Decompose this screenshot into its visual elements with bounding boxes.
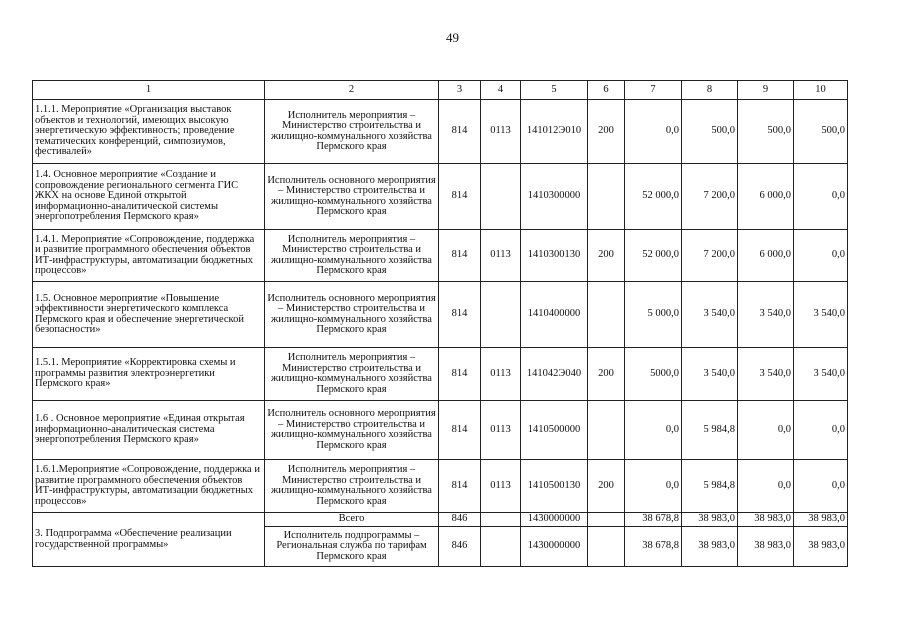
expense-type-cell: 200 (588, 348, 625, 401)
target-article-cell: 1410500000 (521, 401, 588, 460)
expense-type-cell (588, 401, 625, 460)
table-row (33, 282, 848, 348)
amount-cell-7: 0,0 (625, 401, 682, 460)
grbs-cell: 814 (439, 230, 481, 282)
subprogram-total-row (33, 513, 848, 527)
amount-cell-9: 6 000,0 (738, 164, 794, 230)
amount-cell-7: 52 000,0 (625, 164, 682, 230)
amount-cell-8: 38 983,0 (682, 527, 738, 567)
amount-cell-10: 3 540,0 (794, 282, 848, 348)
target-article-cell: 1430000000 (521, 513, 588, 527)
section-code-cell: 0113 (481, 401, 521, 460)
expense-type-cell (588, 527, 625, 567)
amount-cell-10: 0,0 (794, 164, 848, 230)
amount-cell-8: 3 540,0 (682, 348, 738, 401)
amount-cell-9: 3 540,0 (738, 282, 794, 348)
header-cell: 5 (521, 81, 588, 100)
executor-cell: Исполнитель мероприятия – Министерство строительства и жилищно-коммунального хозяйства Пермского края (265, 460, 439, 513)
header-cell: 2 (265, 81, 439, 100)
grbs-cell: 814 (439, 164, 481, 230)
target-article-cell: 1430000000 (521, 527, 588, 567)
amount-cell-10: 38 983,0 (794, 513, 848, 527)
activity-name-cell: 1.4. Основное мероприятие «Создание и сопровождение регионального сегмента ГИС ЖКХ на основе Единой открытой информационно-аналитической системы энергопотребления Пермского края» (33, 164, 265, 230)
section-code-cell: 0113 (481, 230, 521, 282)
amount-cell-9: 500,0 (738, 100, 794, 164)
header-cell: 7 (625, 81, 682, 100)
header-cell: 8 (682, 81, 738, 100)
amount-cell-9: 6 000,0 (738, 230, 794, 282)
target-article-cell: 141042Э040 (521, 348, 588, 401)
executor-cell: Исполнитель основного мероприятия – Министерство строительства и жилищно-коммунального хозяйства Пермского края (265, 164, 439, 230)
amount-cell-7: 0,0 (625, 100, 682, 164)
amount-cell-8: 3 540,0 (682, 282, 738, 348)
amount-cell-10: 500,0 (794, 100, 848, 164)
amount-cell-10: 0,0 (794, 401, 848, 460)
expense-type-cell (588, 164, 625, 230)
activity-name-cell: 1.5.1. Мероприятие «Корректировка схемы и программы развития электроэнергетики Пермского края» (33, 348, 265, 401)
header-cell: 6 (588, 81, 625, 100)
header-cell: 10 (794, 81, 848, 100)
table-row (33, 100, 848, 164)
amount-cell-7: 0,0 (625, 460, 682, 513)
table-row (33, 401, 848, 460)
expense-type-cell (588, 513, 625, 527)
header-row (33, 81, 848, 100)
amount-cell-7: 38 678,8 (625, 527, 682, 567)
amount-cell-8: 5 984,8 (682, 460, 738, 513)
section-code-cell: 0113 (481, 348, 521, 401)
activity-name-cell: 1.6 . Основное мероприятие «Единая открытая информационно-аналитическая система энергопотребления Пермского края» (33, 401, 265, 460)
grbs-cell: 814 (439, 100, 481, 164)
amount-cell-9: 0,0 (738, 460, 794, 513)
executor-cell: Исполнитель мероприятия – Министерство строительства и жилищно-коммунального хозяйства Пермского края (265, 100, 439, 164)
target-article-cell: 1410300000 (521, 164, 588, 230)
activity-name-cell: 1.1.1. Мероприятие «Организация выставок объектов и технологий, имеющих высокую энергетическую эффективность; проведение тематических конференций, симпозиумов, фестивалей» (33, 100, 265, 164)
amount-cell-7: 5000,0 (625, 348, 682, 401)
grbs-cell: 814 (439, 401, 481, 460)
target-article-cell: 141012Э010 (521, 100, 588, 164)
header-cell: 1 (33, 81, 265, 100)
target-article-cell: 1410400000 (521, 282, 588, 348)
grbs-cell: 814 (439, 460, 481, 513)
expense-type-cell: 200 (588, 100, 625, 164)
amount-cell-7: 38 678,8 (625, 513, 682, 527)
section-code-cell (481, 513, 521, 527)
table-row (33, 348, 848, 401)
section-code-cell (481, 282, 521, 348)
amount-cell-9: 38 983,0 (738, 527, 794, 567)
header-cell: 9 (738, 81, 794, 100)
expense-type-cell: 200 (588, 230, 625, 282)
amount-cell-10: 38 983,0 (794, 527, 848, 567)
expense-type-cell: 200 (588, 460, 625, 513)
amount-cell-8: 38 983,0 (682, 513, 738, 527)
target-article-cell: 1410500130 (521, 460, 588, 513)
amount-cell-9: 3 540,0 (738, 348, 794, 401)
grbs-cell: 846 (439, 527, 481, 567)
section-code-cell: 0113 (481, 460, 521, 513)
executor-cell: Исполнитель мероприятия – Министерство строительства и жилищно-коммунального хозяйства Пермского края (265, 230, 439, 282)
section-code-cell (481, 164, 521, 230)
amount-cell-8: 7 200,0 (682, 230, 738, 282)
executor-cell: Исполнитель подпрограммы – Региональная служба по тарифам Пермского края (265, 527, 439, 567)
activity-name-cell: 1.5. Основное мероприятие «Повышение эффективности энергетического комплекса Пермского края и обеспечение энергетической безопасности» (33, 282, 265, 348)
activity-name-cell: 1.4.1. Мероприятие «Сопровождение, поддержка и развитие программного обеспечения объектов ИТ-инфраструктуры, автоматизации бюджетных процессов» (33, 230, 265, 282)
amount-cell-8: 5 984,8 (682, 401, 738, 460)
section-code-cell (481, 527, 521, 567)
table-row (33, 230, 848, 282)
amount-cell-9: 38 983,0 (738, 513, 794, 527)
table-row (33, 164, 848, 230)
amount-cell-7: 52 000,0 (625, 230, 682, 282)
header-cell: 4 (481, 81, 521, 100)
amount-cell-7: 5 000,0 (625, 282, 682, 348)
executor-cell: Исполнитель основного мероприятия – Министерство строительства и жилищно-коммунального хозяйства Пермского края (265, 401, 439, 460)
table-row (33, 460, 848, 513)
amount-cell-10: 3 540,0 (794, 348, 848, 401)
executor-cell: Исполнитель мероприятия – Министерство строительства и жилищно-коммунального хозяйства Пермского края (265, 348, 439, 401)
amount-cell-8: 7 200,0 (682, 164, 738, 230)
subprogram-name-cell: 3. Подпрограмма «Обеспечение реализации государственной программы» (33, 513, 265, 567)
target-article-cell: 1410300130 (521, 230, 588, 282)
amount-cell-10: 0,0 (794, 230, 848, 282)
expense-type-cell (588, 282, 625, 348)
amount-cell-9: 0,0 (738, 401, 794, 460)
section-code-cell: 0113 (481, 100, 521, 164)
grbs-cell: 814 (439, 282, 481, 348)
header-cell: 3 (439, 81, 481, 100)
page-number: 49 (446, 30, 459, 45)
total-label-cell: Всего (265, 513, 439, 527)
amount-cell-8: 500,0 (682, 100, 738, 164)
amount-cell-10: 0,0 (794, 460, 848, 513)
grbs-cell: 846 (439, 513, 481, 527)
executor-cell: Исполнитель основного мероприятия – Министерство строительства и жилищно-коммунального хозяйства Пермского края (265, 282, 439, 348)
budget-table (32, 80, 848, 567)
activity-name-cell: 1.6.1.Мероприятие «Сопровождение, поддержка и развитие программного обеспечения объектов ИТ-инфраструктуры, автоматизации бюджетных процессов» (33, 460, 265, 513)
grbs-cell: 814 (439, 348, 481, 401)
